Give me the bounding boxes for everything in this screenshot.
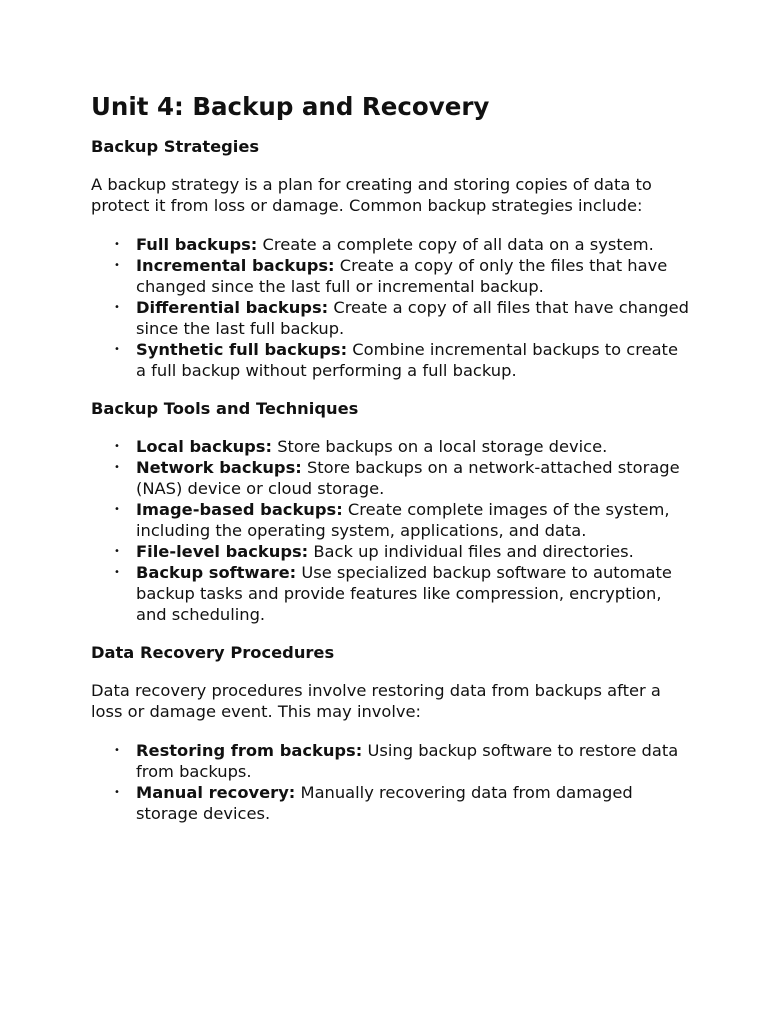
item-desc: Create a copy of all files that have changed since the last full backup. <box>136 298 689 338</box>
bullet-icon: • <box>114 546 120 557</box>
section-heading: Backup Strategies <box>91 137 260 156</box>
bullet-list <box>91 234 691 381</box>
item-desc: Manually recovering data from damaged storage devices. <box>136 783 633 823</box>
list-item <box>114 255 691 297</box>
bullet-icon: • <box>114 462 120 473</box>
item-term: Incremental backups: <box>136 256 335 275</box>
list-item <box>114 499 691 541</box>
section-intro: A backup strategy is a plan for creating and storing copies of data to protect it from loss or damage. Common backup strategies include: <box>91 175 652 215</box>
item-term: File-level backups: <box>136 542 309 561</box>
bullet-icon: • <box>114 567 120 578</box>
bullet-icon: • <box>114 504 120 515</box>
item-desc: Store backups on a network-attached storage (NAS) device or cloud storage. <box>136 458 680 498</box>
list-item <box>114 457 691 499</box>
list-item <box>114 740 691 782</box>
item-term: Synthetic full backups: <box>136 340 348 359</box>
section-intro: Data recovery procedures involve restoring data from backups after a loss or damage event. This may involve: <box>91 681 661 721</box>
bullet-icon: • <box>114 239 120 250</box>
item-term: Restoring from backups: <box>136 741 363 760</box>
section-backup-tools <box>91 398 691 625</box>
section-data-recovery <box>91 642 691 824</box>
item-term: Network backups: <box>136 458 302 477</box>
item-desc: Store backups on a local storage device. <box>277 437 608 456</box>
document-page <box>91 90 691 841</box>
item-desc: Create a copy of only the files that have changed since the last full or incremental backup. <box>136 256 668 296</box>
list-item <box>114 782 691 824</box>
item-desc: Back up individual files and directories. <box>313 542 634 561</box>
section-heading: Backup Tools and Techniques <box>91 399 359 418</box>
list-item <box>114 436 691 457</box>
item-term: Full backups: <box>136 235 258 254</box>
bullet-list <box>91 436 691 625</box>
page-title: Unit 4: Backup and Recovery <box>91 92 490 121</box>
list-item <box>114 297 691 339</box>
bullet-icon: • <box>114 344 120 355</box>
section-heading: Data Recovery Procedures <box>91 643 335 662</box>
list-item <box>114 339 691 381</box>
list-item <box>114 562 691 625</box>
bullet-icon: • <box>114 260 120 271</box>
item-desc: Create complete images of the system, including the operating system, applications, and data. <box>136 500 670 540</box>
item-desc: Using backup software to restore data from backups. <box>136 741 679 781</box>
item-desc: Combine incremental backups to create a full backup without performing a full backup. <box>136 340 678 380</box>
item-term: Image-based backups: <box>136 500 343 519</box>
item-term: Backup software: <box>136 563 297 582</box>
item-term: Differential backups: <box>136 298 329 317</box>
item-desc: Use specialized backup software to automate backup tasks and provide features like compression, encryption, and scheduling. <box>136 563 672 624</box>
item-desc: Create a complete copy of all data on a system. <box>262 235 654 254</box>
list-item <box>114 234 691 255</box>
list-item <box>114 541 691 562</box>
bullet-icon: • <box>114 787 120 798</box>
bullet-icon: • <box>114 745 120 756</box>
item-term: Manual recovery: <box>136 783 296 802</box>
bullet-icon: • <box>114 441 120 452</box>
section-backup-strategies <box>91 136 691 381</box>
item-term: Local backups: <box>136 437 273 456</box>
bullet-list <box>91 740 691 824</box>
bullet-icon: • <box>114 302 120 313</box>
